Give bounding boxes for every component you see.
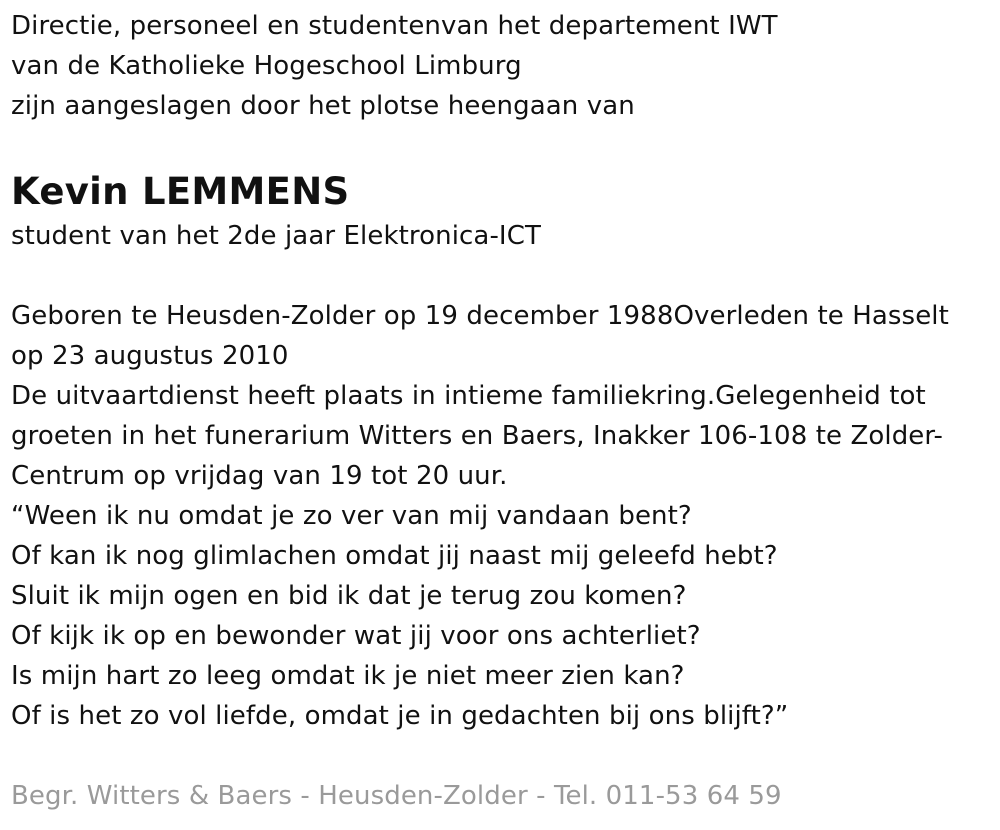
details-line: groeten in het funerarium Witters en Baers, Inakker 106-108 te Zolder- [11,421,944,451]
details-line: Centrum op vrijdag van 19 tot 20 uur. [11,461,508,491]
spacer [11,256,988,296]
details-line: De uitvaartdienst heeft plaats in intieme familiekring.Gelegenheid tot [11,381,926,411]
poem-line: Is mijn hart zo leeg omdat ik je niet meer zien kan? [11,661,685,691]
poem-line: Of kijk ik op en bewonder wat jij voor ons achterliet? [11,621,701,651]
deceased-name: Kevin LEMMENS [11,170,350,213]
details-line: op 23 augustus 2010 [11,341,289,371]
poem-line: Of is het zo vol liefde, omdat je in gedachten bij ons blijft?” [11,701,789,731]
details-line: Geboren te Heusden-Zolder op 19 december 1988Overleden te Hasselt [11,301,949,331]
poem-line: Of kan ik nog glimlachen omdat jij naast mij geleefd hebt? [11,541,778,571]
intro-line: zijn aangeslagen door het plotse heengaan van [11,91,635,121]
spacer [11,736,988,776]
spacer [11,126,988,166]
poem-block [11,496,988,736]
funeral-home-footer: Begr. Witters & Baers - Heusden-Zolder - Tel. 011-53 64 59 [11,781,782,811]
intro-line: van de Katholieke Hogeschool Limburg [11,51,522,81]
deceased-role: student van het 2de jaar Elektronica-ICT [11,221,541,251]
details-block [11,296,988,496]
intro-line: Directie, personeel en studentenvan het departement IWT [11,11,778,41]
poem-line: “Ween ik nu omdat je zo ver van mij vandaan bent? [11,501,692,531]
intro-block [11,6,988,126]
poem-line: Sluit ik mijn ogen en bid ik dat je terug zou komen? [11,581,687,611]
